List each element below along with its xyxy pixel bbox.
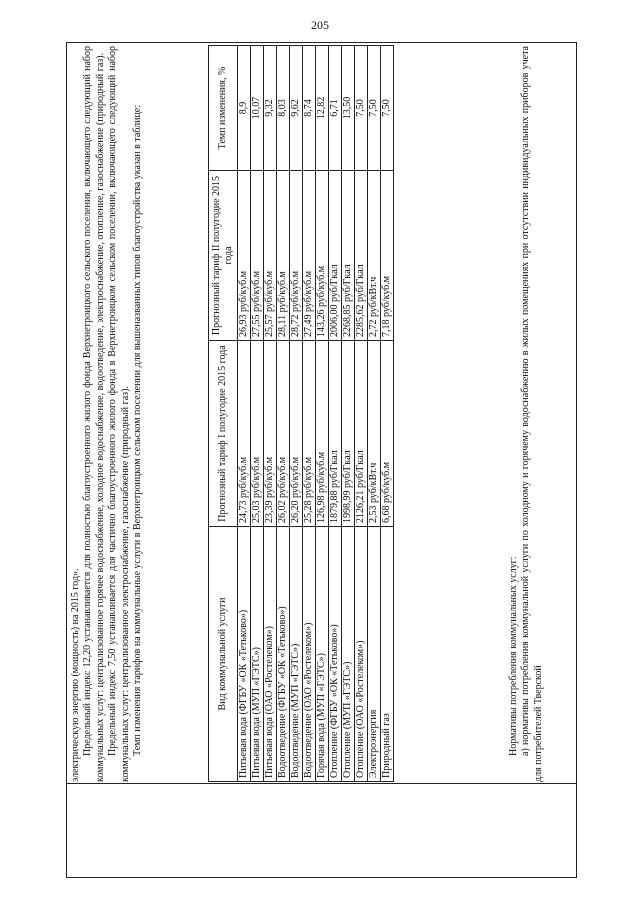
cell-tariff-h2: 27,49 руб/куб.м [303,171,316,341]
table-row [277,46,290,782]
table-row [329,46,342,782]
table-row [381,46,394,782]
table-row [368,46,381,782]
cell-rate: 8,74 [303,46,316,171]
cell-rate: 6,71 [329,46,342,171]
cell-tariff-h1: 6,68 руб/куб.м [381,341,394,527]
tariff-table [208,45,394,782]
intro-text [70,46,144,782]
cell-service: Питьевая вода (ОАО «Ростелеком») [264,527,277,782]
cell-tariff-h1: 1998,99 руб/Гкал [342,341,355,527]
cell-rate: 7,50 [381,46,394,171]
cell-service: Горячая вода (МУП «ГЭТС») [316,527,329,782]
table-row [290,46,303,782]
cell-rate: 9,32 [264,46,277,171]
cell-tariff-h2: 2006,00 руб/Гкал [329,171,342,341]
cell-tariff-h2: 2268,85 руб/Гкал [342,171,355,341]
cell-tariff-h1: 25,28 руб/куб.м [303,341,316,527]
table-row [355,46,368,782]
table-row [342,46,355,782]
cell-service: Отопление (ОАО «Ростелеком») [355,527,368,782]
cell-service: Питьевая вода (ФГБУ «ОК «Тетьково») [238,527,251,782]
cell-tariff-h1: 1879,88 руб/Гкал [329,341,342,527]
cell-tariff-h1: 2126,21 руб/Гкал [355,341,368,527]
cell-tariff-h2: 28,72 руб/куб.м [290,171,303,341]
cell-tariff-h1: 26,02 руб/куб.м [277,341,290,527]
paragraph-partial-comfort: Предельный индекс 7,50 устанавливается для частично благоустроенного жилого фонда в Верхнетроицком сельском поселении, включающего следующий набор коммунальных услуг: централизованное электроснабжение, газоснабжение (природный газ). [107,46,131,782]
table-row [303,46,316,782]
cell-tariff-h1: 126,98 руб/куб.м [316,341,329,527]
cell-tariff-h1: 25,03 руб/куб.м [251,341,264,527]
paragraph-norms-heading: Нормативы потребления коммунальных услуг: [508,556,519,756]
cell-service: Питьевая вода (МУП «ГЭТС») [251,527,264,782]
intro-line: электрическую энергию (мощность) на 2015 год». [70,568,81,782]
cell-tariff-h1: 26,20 руб/куб.м [290,341,303,527]
cell-service: Отопление (ФГБУ «ОК «Тетьково») [329,527,342,782]
cell-service: Водоотведение (ОАО «Ростелеком») [303,527,316,782]
table-row [316,46,329,782]
cell-rate: 13,50 [342,46,355,171]
rotated-content [70,46,572,782]
cell-tariff-h1: 2,53 руб/кВт.ч [368,341,381,527]
page-number: 205 [311,18,329,32]
header-change-rate: Темп изменения, % [209,46,238,171]
cell-rate: 8,9 [238,46,251,171]
cell-service: Электроэнергия [368,527,381,782]
cell-tariff-h2: 143,26 руб/куб.м [316,171,329,341]
cell-service: Водоотведение (МУП «ГЭТС») [290,527,303,782]
cell-rate: 8,03 [277,46,290,171]
cell-rate: 7,50 [368,46,381,171]
header-service: Вид коммунальной услуги [209,527,238,782]
header-tariff-h1: Прогнозный тариф I полугодие 2015 года [209,341,238,527]
paragraph-table-intro: Темп изменения тарифов на коммунальные услуги в Верхнетроицком сельском поселении для вышеназванных типов благоустройства указан в таблице: [132,104,144,756]
header-tariff-h2: Прогнозный тариф II полугодие 2015 года [209,171,238,341]
cell-tariff-h2: 27,55 руб/куб.м [251,171,264,341]
after-table-text [508,46,545,782]
cell-tariff-h2: 2285,62 руб/Гкал [355,171,368,341]
cell-tariff-h2: 2,72 руб/кВт.ч [368,171,381,341]
table-header-row [209,46,238,782]
cell-tariff-h2: 25,57 руб/куб.м [264,171,277,341]
cell-rate: 9,62 [290,46,303,171]
frame-divider [67,783,576,784]
cell-tariff-h2: 26,93 руб/куб.м [238,171,251,341]
cell-tariff-h1: 24,73 руб/куб.м [238,341,251,527]
cell-service: Природный газ [381,527,394,782]
table-row [251,46,264,782]
cell-rate: 7,50 [355,46,368,171]
paragraph-norms-water: а) нормативы потребления коммунальной услуги по холодному и горячему водоснабжению в жилых помещениях при отсутствии индивидуальных приборов учета для потребителей Тверской [520,46,544,782]
cell-tariff-h2: 7,18 руб/куб.м [381,171,394,341]
cell-service: Водоотведение (ФГБУ «ОК «Тетьково») [277,527,290,782]
cell-tariff-h2: 28,11 руб/куб.м [277,171,290,341]
cell-rate: 10,07 [251,46,264,171]
cell-tariff-h1: 23,39 руб/куб.м [264,341,277,527]
table-row [264,46,277,782]
paragraph-full-comfort: Предельный индекс 12,20 устанавливается для полностью благоустроенного жилого фонда Верхнетроицкого сельского поселения, включающего следующий набор коммунальных услуг: централизованное горячее водоснабжение, холодное водоснабжение, водоотведение, электроснабжение, отопление, газоснабжение (природный газ). [82,46,106,782]
cell-service: Отопление (МУП «ГЭТС») [342,527,355,782]
cell-rate: 12,82 [316,46,329,171]
table-row [238,46,251,782]
